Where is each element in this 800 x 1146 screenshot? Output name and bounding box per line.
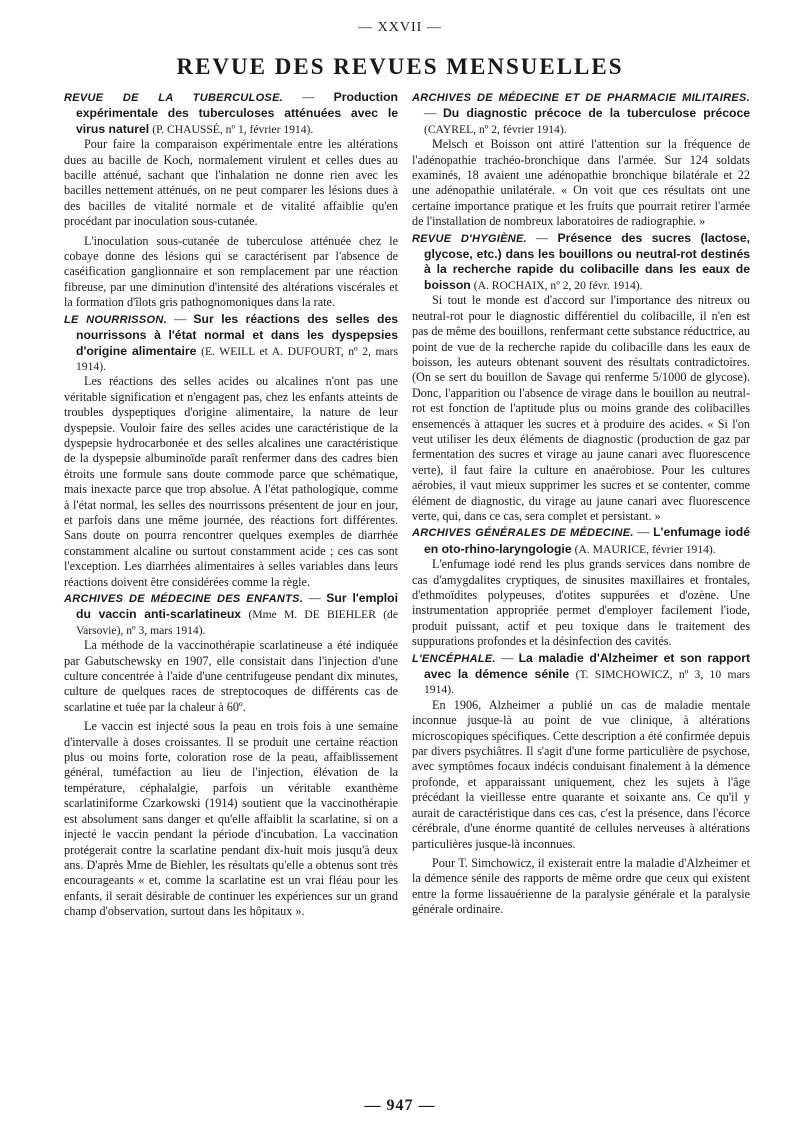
article-paragraph: Si tout le monde est d'accord sur l'importance des nitreux ou neutral-rot pour le diagnostic différentiel du colibacille, il n'en est pas de même des bouillons, renfermant cette substance réductrice, au point de vue de la recherche rapide du colibacille dans les eaux de boisson, les auteurs obtenant souvent des résultats contradictoires. (On se sert du bouillon de Savage qui renferme 5/1000 de glycose). Donc, l'apparition ou l'absence de virage dans le bouillon au neutral-rot est fonction de l'aptitude plus ou moins grande des colibacilles ensemencés à attaquer les sucres et à produire des acides. « Si l'on veut utiliser les deux éléments de diagnostic (production de gaz par fermentation des sucres et virage au jaune canari avec fluorescence verte), il faut faire la culture en anaérobiose. Pour les cultures aérobies, il vaut mieux supprimer les sucres et se contenter, comme élément de diagnostic, du virage au jaune canari avec fluorescence verte, qui, dans ce cas, sera complet et persistant. » [412,293,750,523]
article-enfants [64,591,398,920]
article-title: Production expérimentale des tuberculoses atténuées avec le virus naturel [76,90,398,136]
article-heading: REVUE DE LA TUBERCULOSE. — Production expérimentale des tuberculoses atténuées avec le virus naturel (P. CHAUSSÉ, nº 1, février 1914). [64,90,398,136]
article-heading: REVUE D'HYGIÈNE. — Présence des sucres (lactose, glycose, etc.) dans les bouillons ou neutral-rot destinés à la recherche rapide du colibacille dans les eaux de boisson (A. ROCHAIX, nº 2, 20 févr. 1914). [412,230,750,292]
journal-rubric: ARCHIVES DE MÉDECINE ET DE PHARMACIE MILITAIRES. [412,92,750,104]
left-column [64,90,398,921]
article-paragraph: Le vaccin est injecté sous la peau en trois fois à une semaine d'intervalle à doses croissantes. Il se produit une certaine réaction plus ou moins forte, coloration rose de la peau, affaiblissement général, tuméfaction au lieu de l'injection, élévation de la température, céphalalgie, parfois un véritable exanthème scarlatiniforme Czarkowski (1914) soutient que la vaccinothérapie est absolument sans danger et qu'elle affaiblit la scarlatine, si on a injecté le vaccin pendant la période d'incubation. La vaccination protégerait contre la scarlatine pendant dix-huit mois jusqu'à deux ans. D'après Mme de Biehler, les résultats qu'elle a obtenus sont très encourageants « et, comme la scarlatine est un vrai fléau pour les enfants, il serait désirable de continuer les expériences sur un grand champ d'observation, surtout dans les hôpitaux ». [64,719,398,919]
journal-rubric: REVUE DE LA TUBERCULOSE. [64,92,284,104]
article-reference: (T. SIMCHOWICZ, nº 3, 10 mars 1914). [424,668,751,697]
right-column [412,90,750,919]
article-nourrisson [64,312,398,590]
article-heading: L'ENCÉPHALE. — La maladie d'Alzheimer et son rapport avec la démence sénile (T. SIMCHOWICZ, nº 3, 10 mars 1914). [412,650,751,697]
article-paragraph: Pour faire la comparaison expérimentale entre les altérations dues au bacille de Koch, normalement virulent et celles dues au bacille atténué, sachant que l'inhalation ne donne rien avec les bacilles nettement atténués, on ne peut comparer les lésions dues à des bacilles de vitalité normale et de vitalité affaiblie qu'en procédant par inoculation sous-cutanée. [64,137,398,229]
article-heading: LE NOURRISSON. — Sur les réactions des selles des nourrissons à l'état normal et dans les dyspepsies d'origine alimentaire (E. WEILL et A. DUFOURT, nº 2, mars 1914). [64,311,399,373]
roman-page-number: — XXVII — [358,20,442,35]
article-reference: (A. MAURICE, février 1914). [574,542,716,556]
article-title: Du diagnostic précoce de la tuberculose précoce [443,106,751,121]
article-militaires [412,90,750,230]
article-paragraph: La méthode de la vaccinothérapie scarlatineuse a été indiquée par Gabutschewsky en 1907, elle consistait dans l'injection d'une culture concentrée à l'aide d'une centrifugeuse pendant dix minutes, culture de quelques races de streptocoques de différents cas de scarlatine et tuée par la chaleur à 60º. [64,638,398,714]
article-hygiene [412,231,750,525]
journal-rubric: ARCHIVES GÉNÉRALES DE MÉDECINE. [412,527,634,540]
article-paragraph: L'enfumage iodé rend les plus grands services dans nombre de cas d'amygdalites cryptiques, de sinusites maxillaires et frontales, d'ethmoïdites polypeuses, d'otites suppurées et d'ozène. Une instrumentation appropriée permet d'employer facilement l'iode, produit puissant, actif et peu toxique dans le traitement des suppurations profondes et la désinfection des cavités. [412,557,750,649]
article-title: Sur les réactions des selles des nourrissons à l'état normal et dans les dyspepsies d'origine alimentaire [76,311,399,358]
article-generales [412,525,750,649]
article-tuberculose [64,90,398,311]
journal-rubric: ARCHIVES DE MÉDECINE DES ENFANTS. [64,593,304,605]
article-paragraph: Les réactions des selles acides ou alcalines n'ont pas une véritable signification et n'engagent pas, chez les enfants atteints de troubles dyspeptiques d'origine alimentaire, la nature de leur dyspepsie. Vouloir faire des selles acides une caractéristique de la dyspepsie hydrocarbonée et des selles alcalines une caractéristique de la dyspepsie albuminoïde paraît renfermer dans des cadres bien étroits une formule sans doute commode parce que schématique, mais inexacte parce que trop absolue. A l'état pathologique, comme à l'état normal, les selles des nourrissons présentent de jour en jour, et parfois dans une même journée, des réactions fort différentes. Sans doute on pourra rencontrer quelques exemples de diarrhée constamment alcaline ou surtout constamment acide ; ces cas sont l'exception. Les diarrhées alimentaires à selles variables dans leurs réactions doivent être considérées comme la règle. [64,374,398,589]
article-paragraph: En 1906, Alzheimer a publié un cas de maladie mentale inconnue jusque-là au point de vue clinique, à altérations microscopiques spécifiques. Cette description a été confirmée depuis par divers psychiâtres. Il s'agit d'une forme particulière de psychose, avec symptômes focaux indécis conduisant finalement à la démence profonde, et apparaissant uniquement, chez les sujets à l'âge précédant la vieillesse entre quarante et soixante ans. Ce qu'il y aurait de caractéristique dans ces cas, c'est la présence, dans l'écorce cérébrale, d'une énorme quantité de cellules nerveuses à altérations particulières jusque-là inconnues. [412,697,750,851]
article-reference: (Mme M. DE BIEHLER (de Varsovie), nº 3, mars 1914). [76,608,398,637]
article-reference: (P. CHAUSSÉ, nº 1, février 1914). [152,122,314,136]
article-title: La maladie d'Alzheimer et son rapport avec la démence sénile [424,650,750,682]
article-reference: (CAYREL, nº 2, février 1914). [424,122,567,136]
article-paragraph: Pour T. Simchowicz, il existerait entre la maladie d'Alzheimer et la démence sénile des rapports de même ordre que ceux qui existent entre la forme lissauérienne de la paralysie générale et la paralysie générale ordinaire. [412,855,750,917]
article-heading: ARCHIVES DE MÉDECINE ET DE PHARMACIE MILITAIRES. — Du diagnostic précoce de la tuberculose précoce (CAYREL, nº 2, février 1914). [412,92,751,136]
article-paragraph: Melsch et Boisson ont attiré l'attention sur la fréquence de l'adénopathie trachéo-bronchique dans l'armée. Sur 124 soldats examinés, 18 avaient une adénopathie bronchique bilatérale et 22 une adénopathie unilatérale. « On voit que ces résultats ont une certaine importance pratique et les fruits que pourrait retirer l'armée de l'installation de nombreux laboratoires de radiographie. » [412,137,750,229]
article-reference: (E. WEILL et A. DUFOURT, nº 2, mars 1914). [76,344,398,373]
article-title: L'enfumage iodé en oto-rhino-laryngologie [424,525,750,556]
page-number: — 947 — [364,1097,436,1114]
journal-rubric: L'ENCÉPHALE. [412,652,496,665]
article-paragraph: L'inoculation sous-cutanée de tuberculose atténuée chez le cobaye donne des lésions qui se caractérisent par l'absence de caséification ganglionnaire et son remplacement par une réaction fibreuse, par une diminution d'intensité des altérations viscérales et la formation d'îlots gris pathognomoniques dans la rate. [64,233,398,310]
article-heading: ARCHIVES GÉNÉRALES DE MÉDECINE. — L'enfumage iodé en oto-rhino-laryngologie (A. MAURICE, février 1914). [412,525,750,556]
article-encephale [412,651,750,918]
journal-rubric: LE NOURRISSON. [64,313,167,326]
article-heading: ARCHIVES DE MÉDECINE DES ENFANTS. — Sur l'emploi du vaccin anti-scarlatineux (Mme M. DE BIEHLER (de Varsovie), nº 3, mars 1914). [64,591,399,637]
section-masthead: REVUE DES REVUES MENSUELLES [176,54,624,79]
article-reference: (A. ROCHAIX, nº 2, 20 févr. 1914). [473,278,643,292]
article-title: Sur l'emploi du vaccin anti-scarlatineux [76,591,399,622]
article-title: Présence des sucres (lactose, glycose, etc.) dans les bouillons ou neutral-rot destinés à la recherche rapide du colibacille dans les eaux de boisson [424,230,750,292]
journal-rubric: REVUE D'HYGIÈNE. [412,232,527,245]
